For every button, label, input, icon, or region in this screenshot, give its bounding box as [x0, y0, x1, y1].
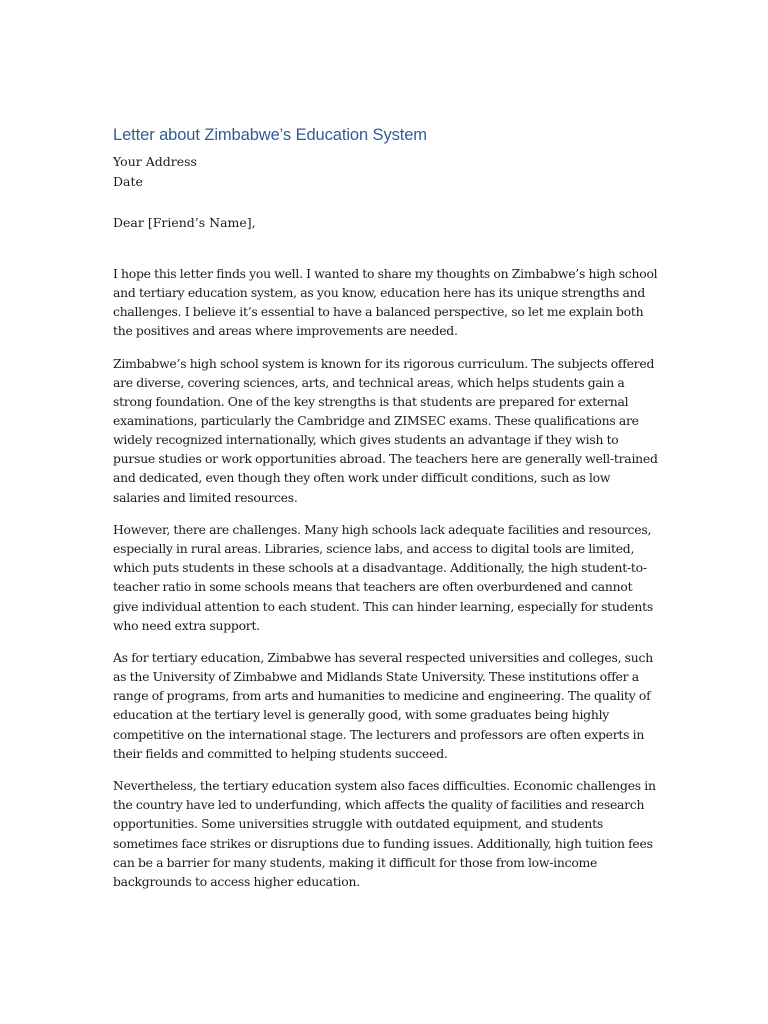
document-title: Letter about Zimbabwe’s Education System — [113, 126, 427, 144]
sender-address: Your Address — [113, 154, 197, 169]
paragraph-intro: I hope this letter finds you well. I wanted to share my thoughts on Zimbabwe’s high school and tertiary education system, as you know, education here has its unique strengths and challenges. I believe it’s essential to have a balanced perspective, so let me explain both the positives and areas where improvements are needed. — [113, 266, 658, 339]
paragraph-tertiary-challenges: Nevertheless, the tertiary education system also faces difficulties. Economic challenges in the country have led to underfunding, which affects the quality of facilities and research opportunities. Some universities struggle with outdated equipment, and students sometimes face strikes or disruptions due to funding issues. Additionally, high tuition fees can be a barrier for many students, making it difficult for those from low-income backgrounds to access higher education. — [113, 778, 656, 889]
letter-body — [113, 124, 658, 904]
paragraph-high-school-strengths: Zimbabwe’s high school system is known for its rigorous curriculum. The subjects offered are diverse, covering sciences, arts, and technical areas, which helps students gain a strong foundation. One of the key strengths is that students are prepared for external examinations, particularly the Cambridge and ZIMSEC exams. These qualifications are widely recognized internationally, which gives students an advantage if they wish to pursue studies or work opportunities abroad. The teachers here are generally well-trained and dedicated, even though they often work under difficult conditions, such as low salaries and limited resources. — [113, 355, 658, 505]
paragraph-high-school-challenges: However, there are challenges. Many high schools lack adequate facilities and resources, especially in rural areas. Libraries, science labs, and access to digital tools are limited, which puts students in these schools at a disadvantage. Additionally, the high student-to-teacher ratio in some schools means that teachers are often overburdened and cannot give individual attention to each student. This can hinder learning, especially for students who need extra support. — [113, 522, 653, 633]
letter-date: Date — [113, 174, 143, 189]
salutation: Dear [Friend’s Name], — [113, 215, 256, 230]
paragraph-tertiary-strengths: As for tertiary education, Zimbabwe has several respected universities and colleges, such as the University of Zimbabwe and Midlands State University. These institutions offer a range of programs, from arts and humanities to medicine and engineering. The quality of education at the tertiary level is generally good, with some graduates being highly competitive on the international stage. The lecturers and professors are often experts in their fields and committed to helping students succeed. — [113, 650, 653, 761]
